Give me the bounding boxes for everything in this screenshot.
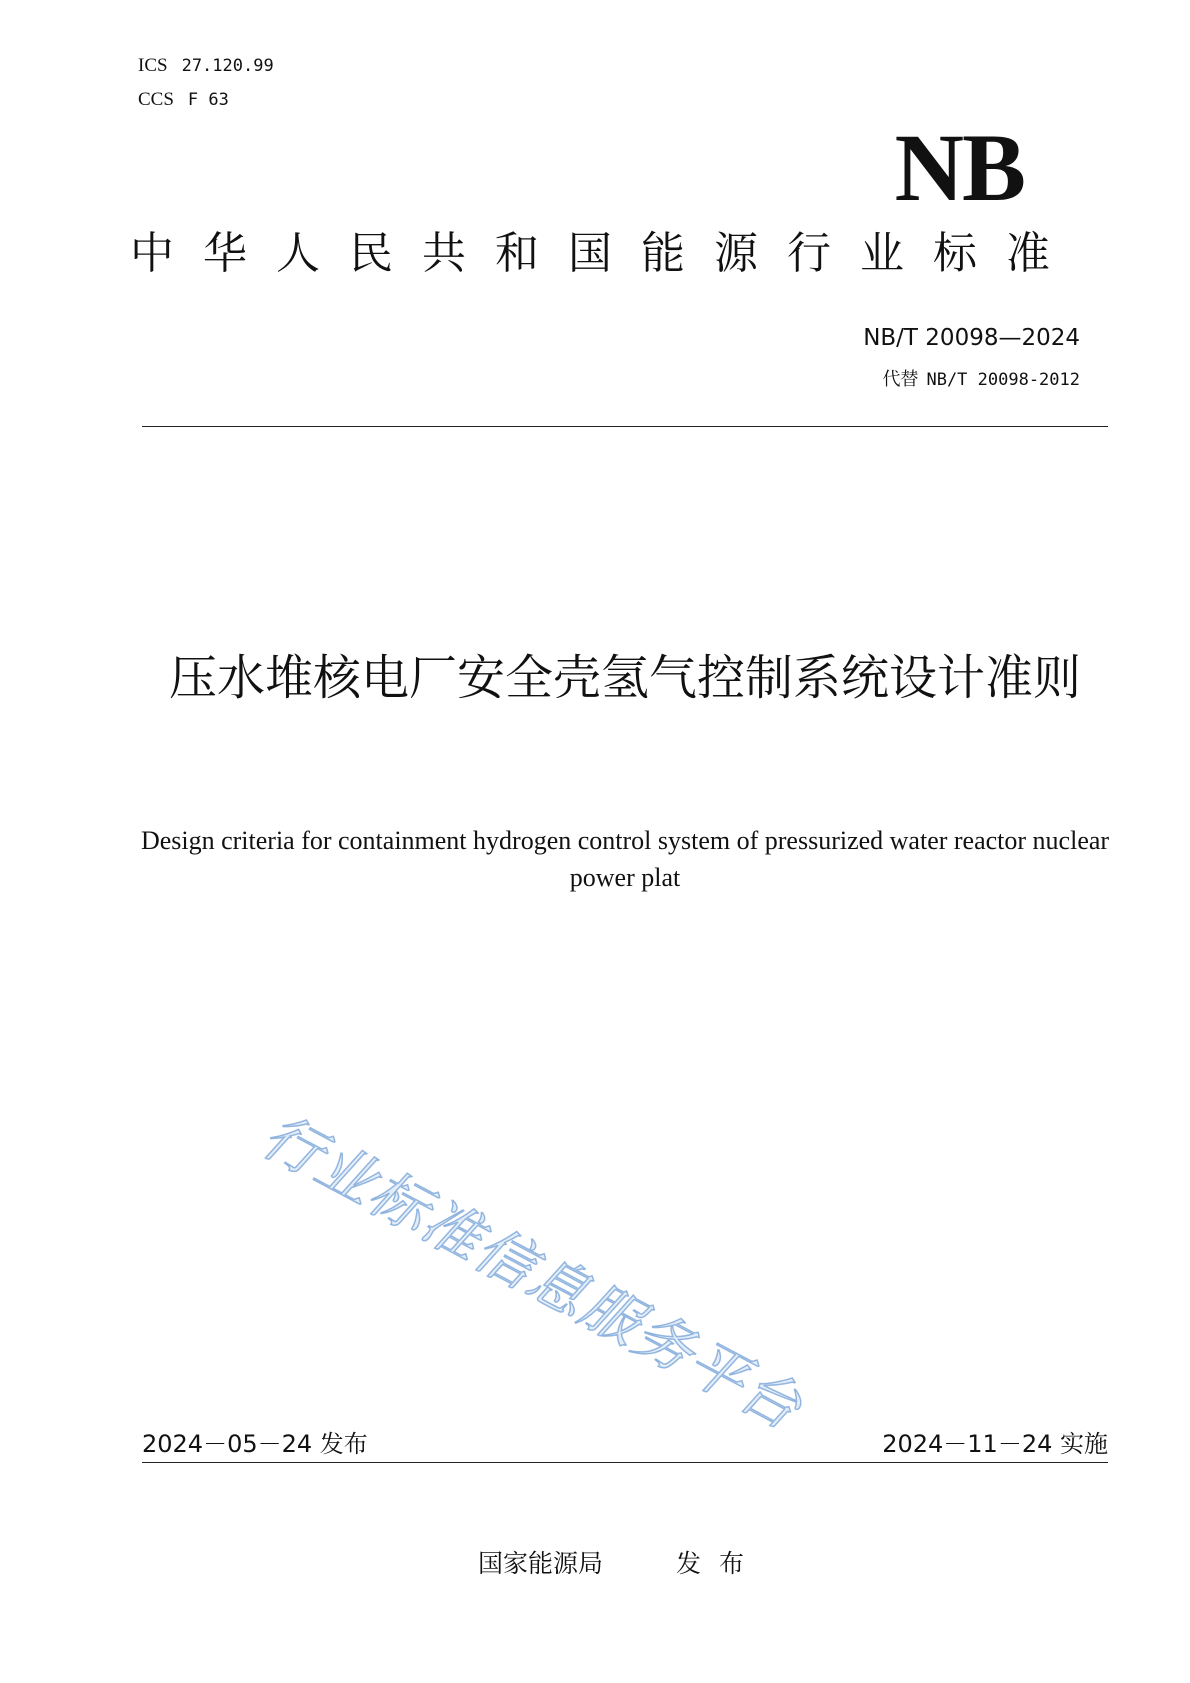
organization-title: 中华人民共和国能源行业标准 [130,228,1079,279]
ccs-classification [138,89,229,111]
ics-classification [138,55,274,77]
standard-number: NB/T 20098—2024 [863,325,1080,351]
replaces-standard [882,365,1080,391]
document-title-english: Design criteria for containment hydrogen control system of pressurized water reactor nuclear power plat [140,826,1110,892]
watermark: 行业标准信息服务平台 [251,1101,814,1444]
implementation-date: 2024－11－24 实施 [882,1430,1108,1458]
header-divider [142,426,1108,427]
publisher-name: 国家能源局 [478,1549,604,1578]
ics-label: ICS [138,55,168,76]
document-title-chinese: 压水堆核电厂安全壳氢气控制系统设计准则 [168,650,1081,706]
publish-action: 发布 [676,1549,763,1578]
footer-divider [142,1462,1108,1463]
replaces-number: NB/T 20098-2012 [926,370,1080,390]
replaces-label: 代替 [882,369,919,390]
ccs-code: F 63 [187,90,229,110]
ics-code: 27.120.99 [181,56,274,76]
ccs-label: CCS [138,89,174,110]
issue-date: 2024－05－24 发布 [142,1430,368,1458]
nb-logo: NB [894,114,1024,221]
